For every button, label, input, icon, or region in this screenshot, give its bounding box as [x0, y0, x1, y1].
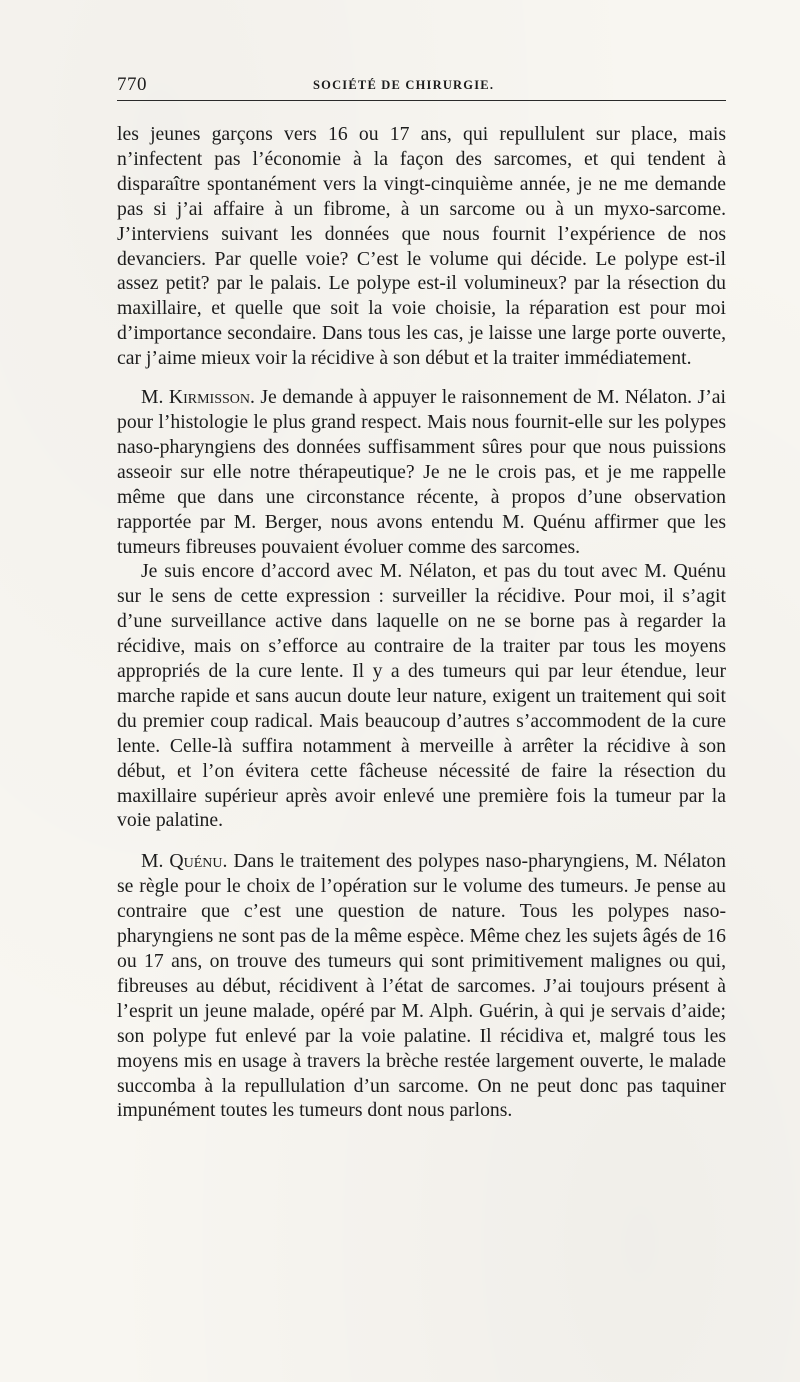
journal-title: SOCIÉTÉ DE CHIRURGIE.	[313, 78, 495, 92]
body-text	[117, 122, 726, 1123]
page-number: 770	[117, 74, 147, 95]
paragraph-kirmisson	[117, 385, 726, 559]
paragraph-text: Je demande à appuyer le raisonnement de M. Nélaton. J’ai pour l’histologie le plus grand respect. Mais nous fournit-elle sur les polypes naso-pharyngiens des données suffisamment sûres pour que nous puissions asseoir sur elle notre thérapeutique? Je ne le crois pas, et je me rappelle même que dans une circonstance récente, à propos d’une observation rapportée par M. Berger, nous avons entendu M. Quénu affirmer que les tumeurs fibreuses pouvaient évoluer comme des sarcomes.	[117, 386, 726, 558]
speaker-name: M. Quénu.	[141, 850, 228, 873]
running-head	[117, 74, 725, 98]
paragraph-continuation	[117, 122, 726, 371]
speaker-name: M. Kirmisson.	[141, 386, 255, 409]
paragraph-kirmisson-continued	[117, 559, 726, 833]
paragraph-text: Dans le traitement des polypes naso-pharyngiens, M. Nélaton se règle pour le choix de l’opération sur le volume des tumeurs. Je pense au contraire que c’est une question de nature. Tous les polypes naso-pharyngiens ne sont pas de la même espèce. Même chez les sujets âgés de 16 ou 17 ans, on trouve des tumeurs qui sont primitivement malignes ou qui, fibreuses au début, récidivent à l’état de sarcomes. J’ai toujours présent à l’esprit un jeune malade, opéré par M. Alph. Guérin, à qui je servais d’aide; son polype fut enlevé par la voie palatine. Il récidiva et, malgré tous les moyens mis en usage à travers la brèche restée largement ouverte, le malade succomba à la repullulation d’un sarcome. On ne peut donc pas taquiner impunément toutes les tumeurs dont nous parlons.	[117, 850, 726, 1122]
paragraph-text: les jeunes garçons vers 16 ou 17 ans, qui repullulent sur place, mais n’infectent pas l’économie à la façon des sarcomes, et qui tendent à disparaître spontanément vers la vingt-cinquième année, je ne me demande pas si j’ai affaire à un fibrome, à un sarcome ou à un myxo-sarcome. J’interviens suivant les données que nous fournit l’expérience de nos devanciers. Par quelle voie? C’est le volume qui décide. Le polype est-il assez petit? par le palais. Le polype est-il volumineux? par la résection du maxillaire, et quelle que soit la voie choisie, la réparation est pour moi d’importance secondaire. Dans tous les cas, je laisse une large porte ouverte, car j’aime mieux voir la récidive à son début et la traiter immédiatement.	[117, 123, 726, 370]
paragraph-text: Je suis encore d’accord avec M. Nélaton, et pas du tout avec M. Quénu sur le sens de cette expression : surveiller la récidive. Pour moi, il s’agit d’une surveillance active dans laquelle on ne se borne pas à regarder la récidive, mais on s’efforce au contraire de la traiter par tous les moyens appropriés de la cure lente. Il y a des tumeurs qui par leur étendue, leur marche rapide et sans aucun doute leur nature, exigent un traitement qui soit du premier coup radical. Mais beaucoup d’autres s’accommodent de la cure lente. Celle-là suffira notamment à merveille à arrêter la récidive à son début, et l’on évitera cette fâcheuse nécessité de faire la résection du maxillaire supérieur après avoir enlevé une première fois la tumeur par la voie palatine.	[117, 560, 726, 832]
paragraph-quenu	[117, 849, 726, 1123]
header-rule	[117, 100, 726, 101]
